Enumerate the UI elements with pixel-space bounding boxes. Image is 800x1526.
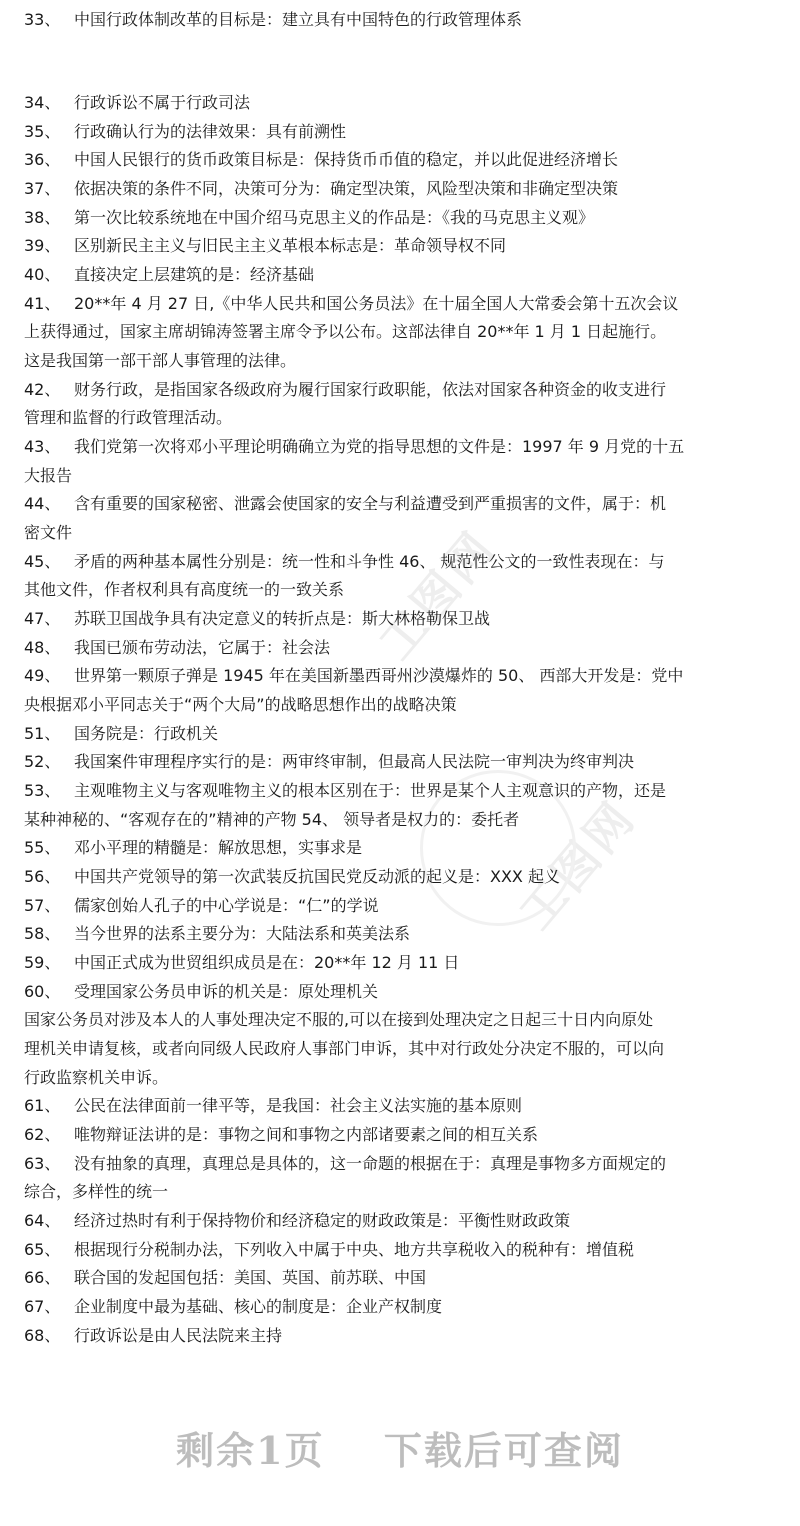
item-text: 某种神秘的、“客观存在的”精神的产物 54、 领导者是权力的：委托者 (24, 810, 520, 829)
item-number: 51、 (24, 724, 61, 743)
document-line (24, 146, 784, 175)
item-number: 63、 (24, 1154, 61, 1173)
document-line (24, 720, 784, 749)
item-text: 儒家创始人孔子的中心学说是：“仁”的学说 (74, 896, 379, 915)
item-text: 我国案件审理程序实行的是：两审终审制，但最高人民法院一审判决为终审判决 (74, 752, 635, 771)
document-line (24, 1178, 784, 1207)
document-line (24, 576, 784, 605)
document-line (24, 1006, 784, 1035)
item-number: 35、 (24, 122, 61, 141)
document-line (24, 232, 784, 261)
document-line (24, 892, 784, 921)
document-line (24, 175, 784, 204)
item-text: 大报告 (24, 466, 73, 485)
item-number: 42、 (24, 380, 61, 399)
item-text: 没有抽象的真理，真理总是具体的，这一命题的根据在于：真理是事物多方面规定的 (74, 1154, 667, 1173)
item-text: 邓小平理的精髓是：解放思想，实事求是 (74, 838, 363, 857)
item-number: 53、 (24, 781, 61, 800)
item-text: 国务院是：行政机关 (74, 724, 219, 743)
watermark-bottom: 工图网 (508, 790, 647, 940)
item-text: 财务行政，是指国家各级政府为履行国家行政职能，依法对国家各种资金的收支进行 (74, 380, 667, 399)
item-text: 唯物辩证法讲的是：事物之间和事物之内部诸要素之间的相互关系 (74, 1125, 539, 1144)
item-text: 中国行政体制改革的目标是：建立具有中国特色的行政管理体系 (74, 10, 523, 29)
item-number: 34、 (24, 93, 61, 112)
item-number: 57、 (24, 896, 61, 915)
item-number: 58、 (24, 924, 61, 943)
document-line (24, 1064, 784, 1093)
item-text: 管理和监督的行政管理活动。 (24, 408, 233, 427)
item-text: 直接决定上层建筑的是：经济基础 (74, 265, 315, 284)
item-text: 依据决策的条件不同，决策可分为：确定型决策，风险型决策和非确定型决策 (74, 179, 619, 198)
document-line (24, 863, 784, 892)
item-text: 受理国家公务员申诉的机关是：原处理机关 (74, 982, 379, 1001)
item-text: 国家公务员对涉及本人的人事处理决定不服的,可以在接到处理决定之日起三十日内向原处 (24, 1010, 654, 1029)
document-line (24, 662, 784, 691)
document-line (24, 949, 784, 978)
item-number: 52、 (24, 752, 61, 771)
item-text: 中国正式成为世贸组织成员是在：20**年 12 月 11 日 (74, 953, 460, 972)
item-text: 行政监察机关申诉。 (24, 1068, 169, 1087)
document-line (24, 204, 784, 233)
document-line (24, 605, 784, 634)
document-line (24, 1236, 784, 1265)
document-line (24, 1264, 784, 1293)
download-prompt[interactable] (0, 1420, 800, 1475)
item-number: 44、 (24, 494, 61, 513)
document-line (24, 920, 784, 949)
remaining-pages-label: 剩余1页 (176, 1428, 325, 1473)
document-line (24, 6, 784, 35)
document-line (24, 318, 784, 347)
document-line (24, 978, 784, 1007)
item-text: 经济过热时有利于保持物价和经济稳定的财政政策是：平衡性财政政策 (74, 1211, 571, 1230)
item-text: 公民在法律面前一律平等，是我国：社会主义法实施的基本原则 (74, 1096, 523, 1115)
document-line (24, 347, 784, 376)
item-number: 36、 (24, 150, 61, 169)
document-line (24, 1121, 784, 1150)
item-number: 62、 (24, 1125, 61, 1144)
item-number: 59、 (24, 953, 61, 972)
document-line (24, 1322, 784, 1351)
document-line (24, 548, 784, 577)
document-line (24, 433, 784, 462)
document-line (24, 777, 784, 806)
item-number: 38、 (24, 208, 61, 227)
watermark-top: 工图网 (368, 520, 507, 670)
document-line (24, 376, 784, 405)
document-line (24, 634, 784, 663)
document-line (24, 89, 784, 118)
document-line (24, 261, 784, 290)
item-text: 综合，多样性的统一 (24, 1182, 169, 1201)
document-line (24, 1293, 784, 1322)
item-text: 中国共产党领导的第一次武装反抗国民党反动派的起义是：XXX 起义 (74, 867, 560, 886)
item-text: 世界第一颗原子弹是 1945 年在美国新墨西哥州沙漠爆炸的 50、 西部大开发是：党中 (74, 666, 684, 685)
document-line (24, 1092, 784, 1121)
document-line (24, 1207, 784, 1236)
item-number: 61、 (24, 1096, 61, 1115)
item-number: 67、 (24, 1297, 61, 1316)
item-text: 密文件 (24, 523, 73, 542)
document-line (24, 1150, 784, 1179)
document-line (24, 834, 784, 863)
item-text: 央根据邓小平同志关于“两个大局”的战略思想作出的战略决策 (24, 695, 457, 714)
item-number: 39、 (24, 236, 61, 255)
item-text: 第一次比较系统地在中国介绍马克思主义的作品是：《我的马克思主义观》 (74, 208, 595, 227)
item-number: 49、 (24, 666, 61, 685)
item-text: 20**年 4 月 27 日,《中华人民共和国公务员法》在十届全国人大常委会第十五次会议 (74, 294, 679, 313)
item-number: 48、 (24, 638, 61, 657)
item-text: 联合国的发起国包括：美国、英国、前苏联、中国 (74, 1268, 427, 1287)
item-text: 上获得通过，国家主席胡锦涛签署主席令予以公布。这部法律自 20**年 1 月 1 日起施行。 (24, 322, 667, 341)
document-line (24, 691, 784, 720)
item-number: 41、 (24, 294, 61, 313)
item-text: 行政确认行为的法律效果：具有前溯性 (74, 122, 347, 141)
document-line (24, 462, 784, 491)
item-text: 企业制度中最为基础、核心的制度是：企业产权制度 (74, 1297, 443, 1316)
item-number: 43、 (24, 437, 61, 456)
item-text: 当今世界的法系主要分为：大陆法系和英美法系 (74, 924, 411, 943)
item-number: 40、 (24, 265, 61, 284)
item-text: 主观唯物主义与客观唯物主义的根本区别在于：世界是某个人主观意识的产物，还是 (74, 781, 667, 800)
item-text: 理机关申请复核，或者向同级人民政府人事部门申诉，其中对行政处分决定不服的，可以向 (24, 1039, 665, 1058)
item-number: 64、 (24, 1211, 61, 1230)
item-number: 37、 (24, 179, 61, 198)
document-line (24, 748, 784, 777)
item-text: 行政诉讼是由人民法院来主持 (74, 1326, 283, 1345)
document-line (24, 1035, 784, 1064)
document-line (24, 290, 784, 319)
item-text: 矛盾的两种基本属性分别是：统一性和斗争性 46、 规范性公文的一致性表现在：与 (74, 552, 665, 571)
document-line (24, 519, 784, 548)
item-number: 68、 (24, 1326, 61, 1345)
document-line (24, 118, 784, 147)
document-line (24, 404, 784, 433)
item-number: 60、 (24, 982, 61, 1001)
item-text: 区别新民主主义与旧民主主义革根本标志是：革命领导权不同 (74, 236, 507, 255)
item-text: 我们党第一次将邓小平理论明确确立为党的指导思想的文件是：1997 年 9 月党的十五 (74, 437, 685, 456)
item-number: 47、 (24, 609, 61, 628)
item-text: 其他文件，作者权利具有高度统一的一致关系 (24, 580, 345, 599)
item-text: 含有重要的国家秘密、泄露会使国家的安全与利益遭受到严重损害的文件，属于：机 (74, 494, 667, 513)
item-text: 苏联卫国战争具有决定意义的转折点是：斯大林格勒保卫战 (74, 609, 491, 628)
item-text: 我国已颁布劳动法，它属于：社会法 (74, 638, 331, 657)
document-line (24, 490, 784, 519)
download-to-view-label: 下载后可查阅 (383, 1428, 624, 1473)
item-number: 66、 (24, 1268, 61, 1287)
item-text: 根据现行分税制办法，下列收入中属于中央、地方共享税收入的税种有：增值税 (74, 1240, 635, 1259)
item-number: 33、 (24, 10, 61, 29)
item-text: 这是我国第一部干部人事管理的法律。 (24, 351, 297, 370)
item-number: 55、 (24, 838, 61, 857)
document-line (24, 806, 784, 835)
item-text: 行政诉讼不属于行政司法 (74, 93, 251, 112)
item-number: 45、 (24, 552, 61, 571)
item-text: 中国人民银行的货币政策目标是：保持货币币值的稳定，并以此促进经济增长 (74, 150, 619, 169)
item-number: 56、 (24, 867, 61, 886)
item-number: 65、 (24, 1240, 61, 1259)
